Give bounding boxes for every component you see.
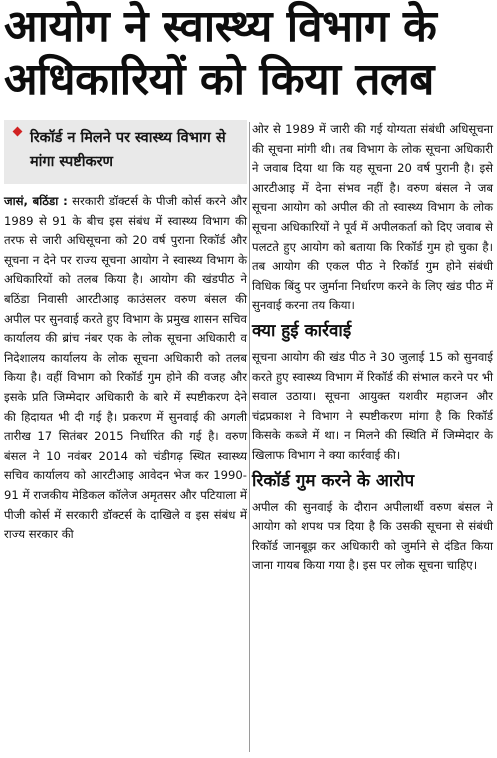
headline: [4, 0, 493, 106]
headline-line-1: आयोग ने स्वास्थ्य विभाग के: [4, 1, 437, 52]
right-para-1: ओर से 1989 में जारी की गई योग्यता संबंधी अधिसूचना की सूचना मांगी थी। तब विभाग के लोक सूचना अधिकारी ने जवाब दिया था कि यह सूचना 20 वर्ष पुरानी है। इसे आरटीआइ में देना संभव नहीं है। वरुण बंसल ने जब सूचना आयोग को अपील की तो स्वास्थ्य विभाग के लोक सूचना अधिकारियों ने पूर्व में अपीलकर्ता को दिए जवाब से पलटते हुए आयोग को बताया कि रिकॉर्ड गुम हो चुका है। तब आयोग की एकल पीठ ने रिकॉर्ड गुम होने संबंधी विधिक बिंदु पर जुर्माना निर्धारण करने के लिए खंड पीठ में सुनवाई करना तय किया।: [252, 122, 493, 313]
right-para-3: अपील की सुनवाई के दौरान अपीलार्थी वरुण बंसल ने आयोग को शपथ पत्र दिया है कि उसकी सूचना से संबंधी रिकॉर्ड जानबूझ कर अधिकारी को जुर्माने से दंडित किया जाना गायब किया गया है। इस पर लोक सूचना चाहिए।: [252, 499, 493, 573]
dateline: जासं, बठिंडा :: [4, 194, 68, 208]
left-column: [4, 120, 247, 545]
headline-line-2: अधिकारियों को किया तलब: [4, 54, 434, 105]
red-diamond-bullet-icon: [13, 127, 23, 137]
highlight-text: रिकॉर्ड न मिलने पर स्वास्थ्य विभाग से मांगा स्पष्टीकरण: [30, 130, 226, 170]
left-body: [4, 192, 247, 545]
highlight-box: [4, 120, 247, 184]
column-divider: [249, 122, 250, 752]
subhead-action-taken: क्या हुई कार्रवाई: [252, 320, 352, 341]
right-column: [252, 120, 493, 576]
subhead-record-missing: रिकॉर्ड गुम करने के आरोप: [252, 470, 415, 491]
left-body-text: सरकारी डॉक्टर्स के पीजी कोर्स करने और 1989 से 91 के बीच इस संबंध में स्वास्थ्य विभाग की तरफ से जारी अधिसूचना को 20 वर्ष पुराना रिकॉर्ड और सूचना न देने पर राज्य सूचना आयोग ने स्वास्थ्य विभाग के अधिकारियों को तलब किया है। आयोग की खंडपीठ ने बठिंडा निवासी आरटीआइ काउंसलर वरुण बंसल की अपील पर सुनवाई करते हुए विभाग के प्रमुख शासन सचिव कार्यालय की ब्रांच नंबर एक के लोक सूचना अधिकारी व निदेशालय कार्यालय के लोक सूचना अधिकारी को तलब किया है। वहीं विभाग को रिकॉर्ड गुम होने की वजह और इसके प्रति जिम्मेदार अधिकारी के बारे में स्पष्टीकरण देने की हिदायत भी दी गई है। प्रकरण में सुनवाई की अगली तारीख 17 सितंबर 2015 निर्धारित की गई है। वरुण बंसल ने 10 नवंबर 2014 को चंडीगढ़ स्थित स्वास्थ्य सचिव कार्यालय को आरटीआइ आवेदन भेज कर 1990-91 में राजकीय मेडिकल कॉलेज अमृतसर और पटियाला में पीजी कोर्स में सरकारी डॉक्टर्स के दाखिले व इस संबंध में राज्य सरकार की: [4, 194, 247, 542]
right-para-2: सूचना आयोग की खंड पीठ ने 30 जुलाई 15 को सुनवाई करते हुए स्वास्थ्य विभाग में रिकॉर्ड की संभाल करने पर भी सवाल उठाया। सूचना आयुक्त यशवीर महाजन और चंद्रप्रकाश ने विभाग ने स्पष्टीकरण मांगा है कि रिकॉर्ड किसके कब्जे में था। न मिलने की स्थिति में जिम्मेदार के खिलाफ विभाग ने क्या कार्रवाई की।: [252, 349, 493, 462]
